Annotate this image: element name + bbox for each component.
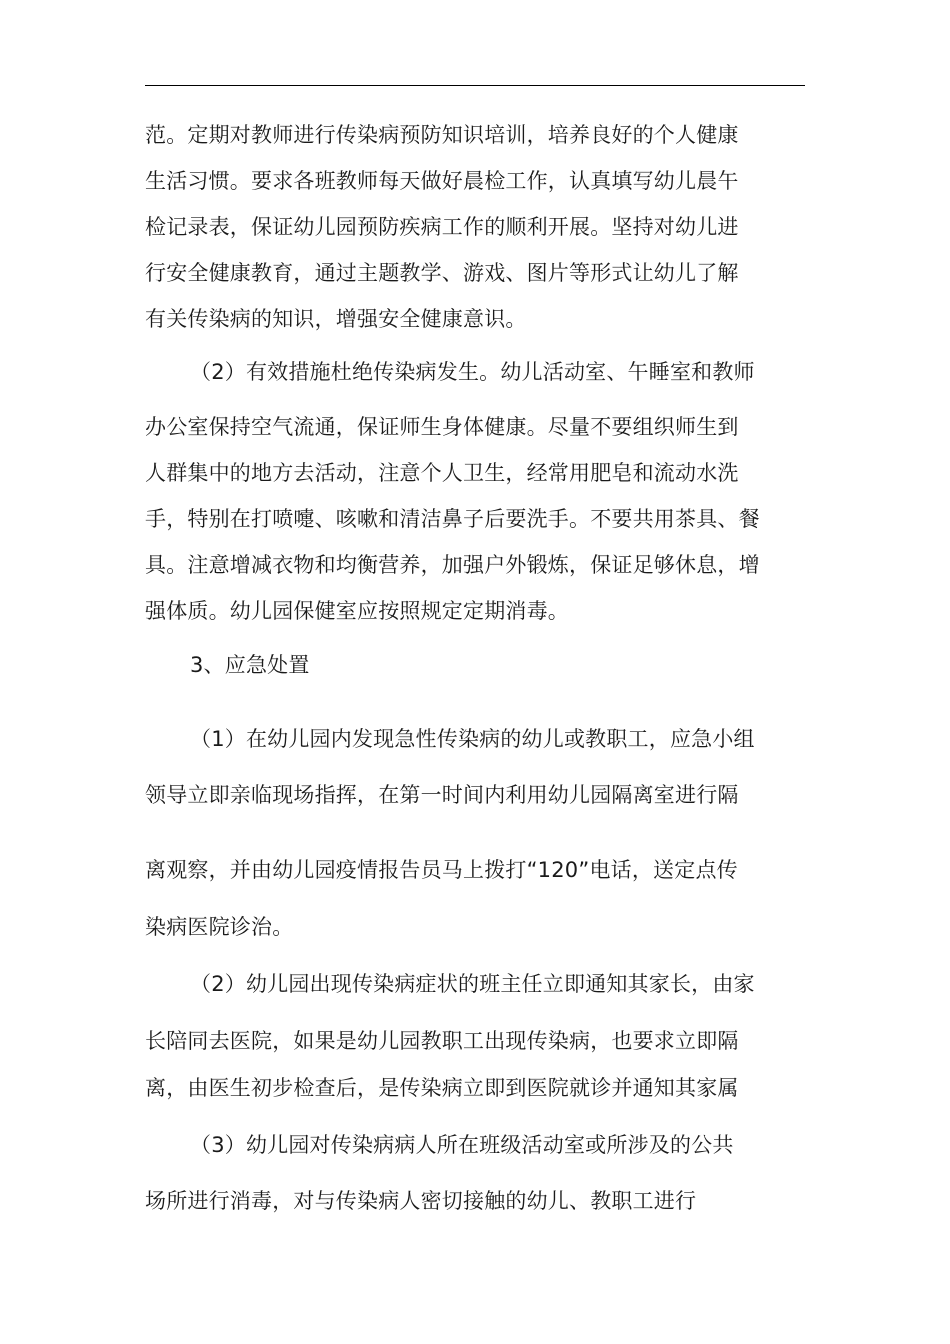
paragraph-line: （2）有效措施杜绝传染病发生。幼儿活动室、午睡室和教师: [190, 360, 755, 384]
paragraph-line: 离观察，并由幼儿园疫情报告员马上拨打“120”电话，送定点传: [145, 858, 738, 882]
paragraph-line: （1）在幼儿园内发现急性传染病的幼儿或教职工，应急小组: [190, 727, 755, 751]
paragraph-line: 领导立即亲临现场指挥，在第一时间内利用幼儿园隔离室进行隔: [145, 783, 739, 807]
paragraph-line: 离，由医生初步检查后，是传染病立即到医院就诊并通知其家属: [145, 1076, 739, 1100]
paragraph-line: 有关传染病的知识，增强安全健康意识。: [145, 307, 527, 331]
section-heading: 3、应急处置: [190, 653, 310, 677]
paragraph-line: 人群集中的地方去活动，注意个人卫生，经常用肥皂和流动水洗: [145, 461, 739, 485]
paragraph-line: （3）幼儿园对传染病病人所在班级活动室或所涉及的公共: [190, 1133, 734, 1157]
paragraph-line: 强体质。幼儿园保健室应按照规定定期消毒。: [145, 599, 569, 623]
paragraph-line: 范。定期对教师进行传染病预防知识培训，培养良好的个人健康: [145, 123, 739, 147]
paragraph-line: 生活习惯。要求各班教师每天做好晨检工作，认真填写幼儿晨午: [145, 169, 739, 193]
header-rule: [145, 85, 805, 86]
paragraph-line: 检记录表，保证幼儿园预防疾病工作的顺利开展。坚持对幼儿进: [145, 215, 739, 239]
paragraph-line: 具。注意增减衣物和均衡营养，加强户外锻炼，保证足够休息，增: [145, 553, 760, 577]
paragraph-line: 长陪同去医院，如果是幼儿园教职工出现传染病，也要求立即隔: [145, 1029, 739, 1053]
paragraph-line: 办公室保持空气流通，保证师生身体健康。尽量不要组织师生到: [145, 415, 739, 439]
paragraph-line: 染病医院诊治。: [145, 915, 294, 939]
paragraph-line: （2）幼儿园出现传染病症状的班主任立即通知其家长，由家: [190, 972, 755, 996]
paragraph-line: 场所进行消毒，对与传染病人密切接触的幼儿、教职工进行: [145, 1189, 697, 1213]
paragraph-line: 手，特别在打喷嚏、咳嗽和清洁鼻子后要洗手。不要共用茶具、餐: [145, 507, 760, 531]
paragraph-line: 行安全健康教育，通过主题教学、游戏、图片等形式让幼儿了解: [145, 261, 739, 285]
